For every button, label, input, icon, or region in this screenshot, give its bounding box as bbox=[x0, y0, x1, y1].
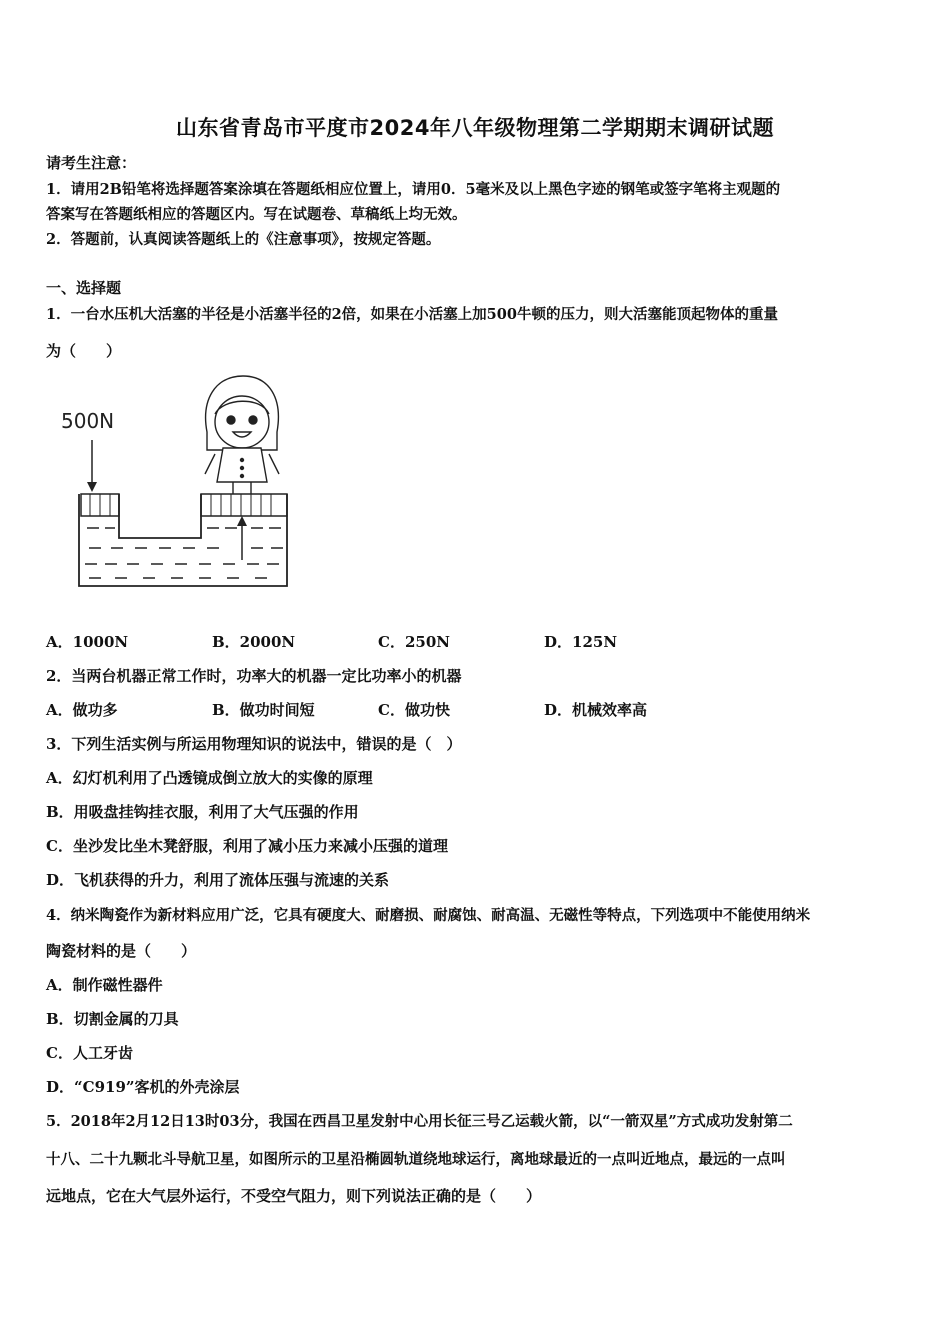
question-2-stem: 2．当两台机器正常工作时，功率大的机器一定比功率小的机器 bbox=[46, 667, 462, 685]
question-3-stem: 3．下列生活实例与所运用物理知识的说法中，错误的是（ ） bbox=[46, 735, 462, 753]
question-5-stem: 远地点，它在大气层外运行，不受空气阻力，则下列说法正确的是（ ） bbox=[46, 1187, 542, 1205]
child-illustration bbox=[205, 376, 279, 494]
option: B．2000N bbox=[212, 633, 296, 651]
option: C．250N bbox=[378, 633, 450, 651]
option: C．人工牙齿 bbox=[46, 1044, 133, 1062]
question-1-stem: 为（ ） bbox=[46, 342, 122, 360]
notice-line: 答案写在答题纸相应的答题区内。写在试题卷、草稿纸上均无效。 bbox=[46, 206, 467, 223]
option: B．切割金属的刀具 bbox=[46, 1010, 179, 1028]
option: C．坐沙发比坐木凳舒服，利用了减小压力来减小压强的道理 bbox=[46, 837, 448, 855]
hydraulic-press-figure bbox=[55, 370, 305, 600]
question-4-stem: 4．纳米陶瓷作为新材料应用广泛，它具有硬度大、耐磨损、耐腐蚀、耐高温、无磁性等特点，下列选项中不能使用纳米 bbox=[46, 907, 811, 924]
option: B．做功时间短 bbox=[212, 701, 315, 719]
option: B．用吸盘挂钩挂衣服，利用了大气压强的作用 bbox=[46, 803, 359, 821]
option: A．1000N bbox=[46, 633, 129, 651]
option: D．“C919”客机的外壳涂层 bbox=[46, 1078, 240, 1096]
question-4-stem: 陶瓷材料的是（ ） bbox=[46, 942, 197, 960]
option: D．飞机获得的升力，利用了流体压强与流速的关系 bbox=[46, 871, 390, 889]
option: D．125N bbox=[544, 633, 618, 651]
question-1-stem: 1．一台水压机大活塞的半径是小活塞半径的2倍，如果在小活塞上加500牛顿的压力，则大活塞能顶起物体的重量 bbox=[46, 306, 778, 323]
option: A．做功多 bbox=[46, 701, 118, 719]
force-label: 500N bbox=[61, 409, 115, 433]
option: D．机械效率高 bbox=[544, 701, 648, 719]
question-5-stem: 5．2018年2月12日13时03分，我国在西昌卫星发射中心用长征三号乙运载火箭，以“一箭双星”方式成功发射第二 bbox=[46, 1113, 793, 1130]
section-heading: 一、选择题 bbox=[46, 279, 122, 297]
option: C．做功快 bbox=[378, 701, 450, 719]
notice-line: 1．请用2B铅笔将选择题答案涂填在答题纸相应位置上，请用0．5毫米及以上黑色字迹的钢笔或签字笔将主观题的 bbox=[46, 181, 781, 198]
question-5-stem: 十八、二十九颗北斗导航卫星，如图所示的卫星沿椭圆轨道绕地球运行，离地球最近的一点叫近地点，最远的一点叫 bbox=[46, 1151, 786, 1168]
option: A．制作磁性器件 bbox=[46, 976, 163, 994]
notice-heading: 请考生注意： bbox=[46, 154, 137, 172]
page-title: 山东省青岛市平度市2024年八年级物理第二学期期末调研试题 bbox=[176, 116, 774, 140]
notice-line: 2．答题前，认真阅读答题纸上的《注意事项》，按规定答题。 bbox=[46, 231, 441, 248]
option: A．幻灯机利用了凸透镜成倒立放大的实像的原理 bbox=[46, 769, 373, 787]
